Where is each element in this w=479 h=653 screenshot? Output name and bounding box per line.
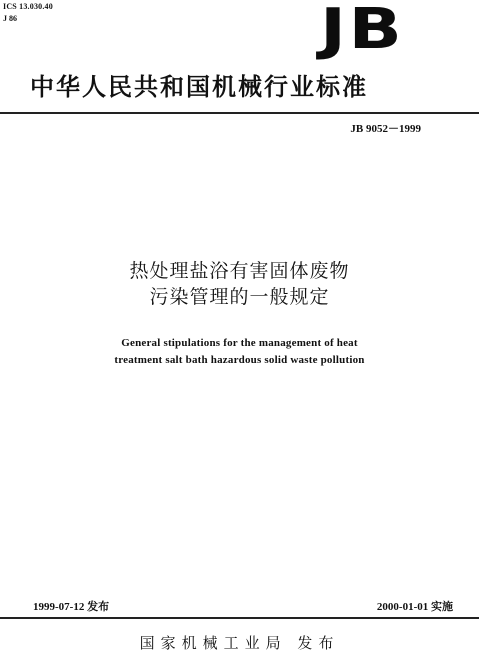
effective-date: 2000-01-01 实施 bbox=[376, 601, 453, 613]
standard-number: JB 9052－1999 bbox=[350, 123, 421, 135]
publisher: 国家机械工业局 发布 bbox=[139, 634, 340, 652]
english-title bbox=[0, 335, 479, 369]
english-title-line-2: treatment salt bath hazardous solid waste pollution bbox=[114, 354, 365, 366]
chinese-title-line-1: 热处理盐浴有害固体废物 bbox=[129, 260, 350, 282]
jb-logo: JB bbox=[320, 0, 405, 62]
chinese-title bbox=[0, 258, 479, 310]
english-title-line-1: General stipulations for the management of heat bbox=[121, 337, 358, 349]
footer-divider bbox=[0, 617, 479, 619]
ics-code: ICS 13.030.40 bbox=[3, 2, 53, 11]
chinese-title-line-2: 污染管理的一般规定 bbox=[149, 286, 330, 308]
header-divider bbox=[0, 112, 479, 114]
issue-date: 1999-07-12 发布 bbox=[33, 601, 110, 613]
classification-code: J 86 bbox=[3, 14, 17, 23]
organization-title: 中华人民共和国机械行业标准 bbox=[30, 73, 368, 101]
